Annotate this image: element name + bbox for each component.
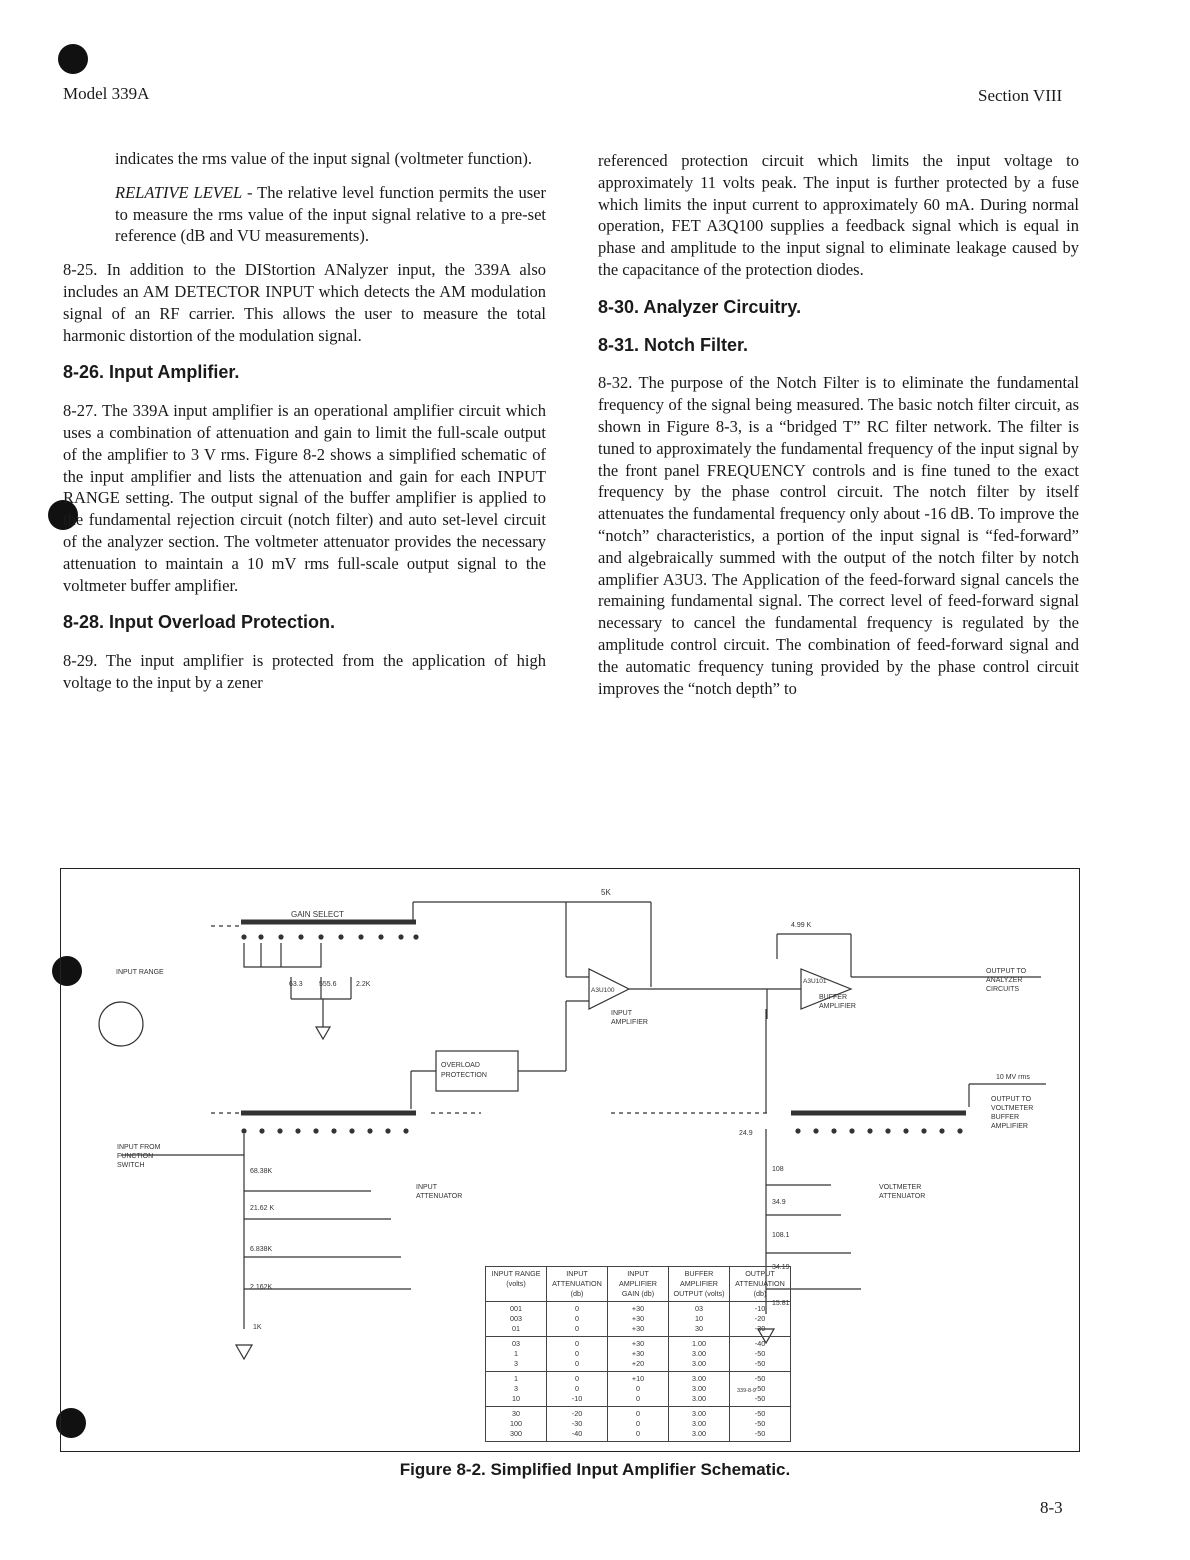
resistor-6-838k-label: 6.838K [250,1246,273,1253]
input-from-label-2: FUNCTION [117,1153,154,1160]
range-table-cell: -10 -20 -30 [754,1304,766,1333]
range-table-cell: +30 +30 +30 [631,1304,645,1333]
model-header: Model 339A [63,84,150,103]
output-to-label-1: OUTPUT TO [986,968,1027,975]
vm-out-label-3: BUFFER [991,1114,1019,1121]
resistor-68-38k-label: 68.38K [250,1168,273,1175]
input-from-label-3: SWITCH [117,1162,145,1169]
overload-label-1: OVERLOAD [441,1062,480,1069]
schematic-figure [60,868,1080,1452]
relative-level-label: RELATIVE LEVEL [115,182,243,202]
range-table-cell: -20 -30 -40 [571,1409,583,1438]
ground-symbol [236,1345,252,1359]
range-table-cell: -50 -50 -50 [754,1409,766,1438]
input-range-label: INPUT RANGE [116,969,164,976]
page-number: 8-3 [1040,1498,1063,1517]
resistor-63-3-label: 63.3 [289,981,303,988]
paragraph-relative-level [63,182,546,247]
paragraph-8-29: 8-29. The input amplifier is protected from the application of high voltage to the input by a zener [63,651,546,692]
heading-8-30: 8-30. Analyzer Circuitry. [598,296,802,317]
resistor-24-9-label: 24.9 [739,1130,753,1137]
range-table-cell: 1.00 3.00 3.00 [692,1339,706,1368]
input-amp-label-2: AMPLIFIER [611,1019,648,1026]
resistor-555-6-label: 555.6 [319,981,337,988]
range-table-cell: 30 100 300 [510,1409,522,1438]
right-column [598,150,1079,711]
u100-label: A3U100 [591,987,615,994]
heading-8-28: 8-28. Input Overload Protection. [63,612,336,633]
range-table-cell: 03 10 30 [695,1304,703,1333]
resistor-34-19-label: 34.19 [772,1264,790,1271]
vm-out-label-4: AMPLIFIER [991,1123,1028,1130]
figure-caption: Figure 8-2. Simplified Input Amplifier Schematic. [399,1460,791,1479]
range-table-cell: -40 -50 -50 [754,1339,766,1368]
heading-8-31: 8-31. Notch Filter. [598,334,749,355]
range-table-cell: 001 003 01 [510,1304,522,1333]
range-table-cell: 03 1 3 [512,1339,520,1368]
resistor-21-62k-label: 21.62 K [250,1205,275,1212]
buffer-amp-label-2: AMPLIFIER [819,1003,856,1010]
ground-symbol [316,1027,330,1039]
range-table-header: INPUT AMPLIFIER GAIN (db) [608,1267,669,1302]
paragraph: referenced protection circuit which limits the input voltage to approximately 11 volts peak. The input is further protected by a fuse which limits the input current to approximately 60 mA. During normal operation, FET A3Q100 supplies a feedback signal which is equal in phase and amplitude to the input signal to eliminate leakage caused by the capacitance of the protection diodes. [598,151,1079,279]
vm-out-label-2: VOLTMETER [991,1105,1034,1112]
range-table-header: BUFFER AMPLIFIER OUTPUT (volts) [669,1267,730,1302]
range-table-cell: -50 -50 -50 [754,1374,766,1403]
range-table-cell: +10 0 0 [631,1374,645,1403]
range-table-cell: 0 0 0 [636,1409,640,1438]
paragraph-8-25: 8-25. In addition to the DIStortion ANalyzer input, the 339A also includes an AM DETECTOR INPUT which detects the AM modulation signal of an RF carrier. This allows the user to measure the total harmonic distortion of the modulation signal. [63,260,546,345]
input-attenuator-label-1: INPUT [416,1184,437,1191]
range-table-cell: 3.00 3.00 3.00 [692,1409,706,1438]
range-table-cell: 0 0 0 [575,1304,579,1333]
binder-hole [58,44,88,74]
u101-label: A3U101 [803,978,827,985]
left-column [63,148,546,706]
overload-label-2: PROTECTION [441,1072,487,1079]
paragraph: indicates the rms value of the input signal (voltmeter function). [115,149,532,168]
range-table-row [486,1302,791,1337]
voltmeter-attenuator-label-1: VOLTMETER [879,1184,922,1191]
buffer-amp-label-1: BUFFER [819,994,847,1001]
section-header: Section VIII [978,86,1063,105]
resistor-108-1-label: 108.1 [772,1232,790,1239]
figure-code-label: 339-8-9 [737,1388,756,1394]
range-table-header: INPUT ATTENUATION (db) [547,1267,608,1302]
range-table-header: OUTPUT ATTENUATION (db) [730,1267,791,1302]
range-table-header: INPUT RANGE (volts) [486,1267,547,1302]
range-table-row [486,1337,791,1372]
range-table-row [486,1372,791,1407]
range-table-cell: 1 3 10 [512,1374,520,1403]
ten-mv-label: 10 MV rms [996,1074,1030,1081]
range-table-cell: 3.00 3.00 3.00 [692,1374,706,1403]
gain-select-label: GAIN SELECT [291,910,344,919]
output-to-label-3: CIRCUITS [986,986,1020,993]
resistor-1k-label: 1K [253,1324,262,1331]
resistor-15-81-label: 15.81 [772,1300,790,1307]
range-table-row [486,1407,791,1442]
resistor-5k-label: 5K [601,888,611,897]
resistor-2-162k-label: 2.162K [250,1284,273,1291]
resistor-34-9-label: 34.9 [772,1199,786,1206]
input-from-label-1: INPUT FROM [117,1144,161,1151]
resistor-108-label: 108 [772,1166,784,1173]
relative-level-text: - The relative level function permits the user to measure the rms value of the input signal relative to a pre-set reference (dB and VU measurements). [115,182,546,246]
resistor-4-99k-label: 4.99 K [791,922,812,929]
paragraph-8-27: 8-27. The 339A input amplifier is an operational amplifier circuit which uses a combination of attenuation and gain to limit the full-scale output of the amplifier to 3 V rms. Figure 8-2 shows a simplified schematic of the input amplifier and lists the attenuation and gain for each INPUT RANGE setting. The output signal of the buffer amplifier is applied to the fundamental rejection circuit (notch filter) and auto set-level circuit of the analyzer section. The voltmeter attenuator provides the necessary attenuation to maintain a 10 mV rms full-scale output signal to the voltmeter buffer amplifier. [63,401,546,595]
range-table-header-row [486,1267,791,1302]
paragraph-8-32: 8-32. The purpose of the Notch Filter is to eliminate the fundamental frequency of the signal being measured. The basic notch filter circuit, as shown in Figure 8-3, is a “bridged T” RC filter network. The filter is tuned to approximately the fundamental frequency of the input signal by the front panel FREQUENCY controls and is fine tuned to the exact frequency by the phase control circuit. The notch filter by itself attenuates the fundamental frequency only about -16 dB. To improve the “notch” characteristics, a portion of the input signal is “fed-forward” and algebraically summed with the output of the notch filter by notch amplifier A3U3. The Application of the feed-forward signal cancels the remaining fundamental signal. The correct level of feed-forward signal necessary to cancel the fundamental frequency is regulated by the amplitude control circuit. The combination of feed-forward signal and the automatic frequency tuning provided by the phase control circuit improves the “notch depth” to [598,373,1079,698]
range-table-cell: 0 0 -10 [571,1374,583,1403]
voltmeter-attenuator-label-2: ATTENUATOR [879,1193,926,1200]
input-attenuator-label-2: ATTENUATOR [416,1193,463,1200]
input-range-knob [99,1002,143,1046]
range-table-cell: 0 0 0 [575,1339,579,1368]
range-table-cell: +30 +30 +20 [631,1339,645,1368]
overload-protection-box [436,1051,518,1091]
vm-out-label-1: OUTPUT TO [991,1096,1032,1103]
output-to-label-2: ANALYZER [986,977,1023,984]
resistor-2-2k-label: 2.2K [356,981,371,988]
range-table [485,1266,791,1442]
heading-8-26: 8-26. Input Amplifier. [63,362,240,383]
input-amp-label-1: INPUT [611,1010,632,1017]
